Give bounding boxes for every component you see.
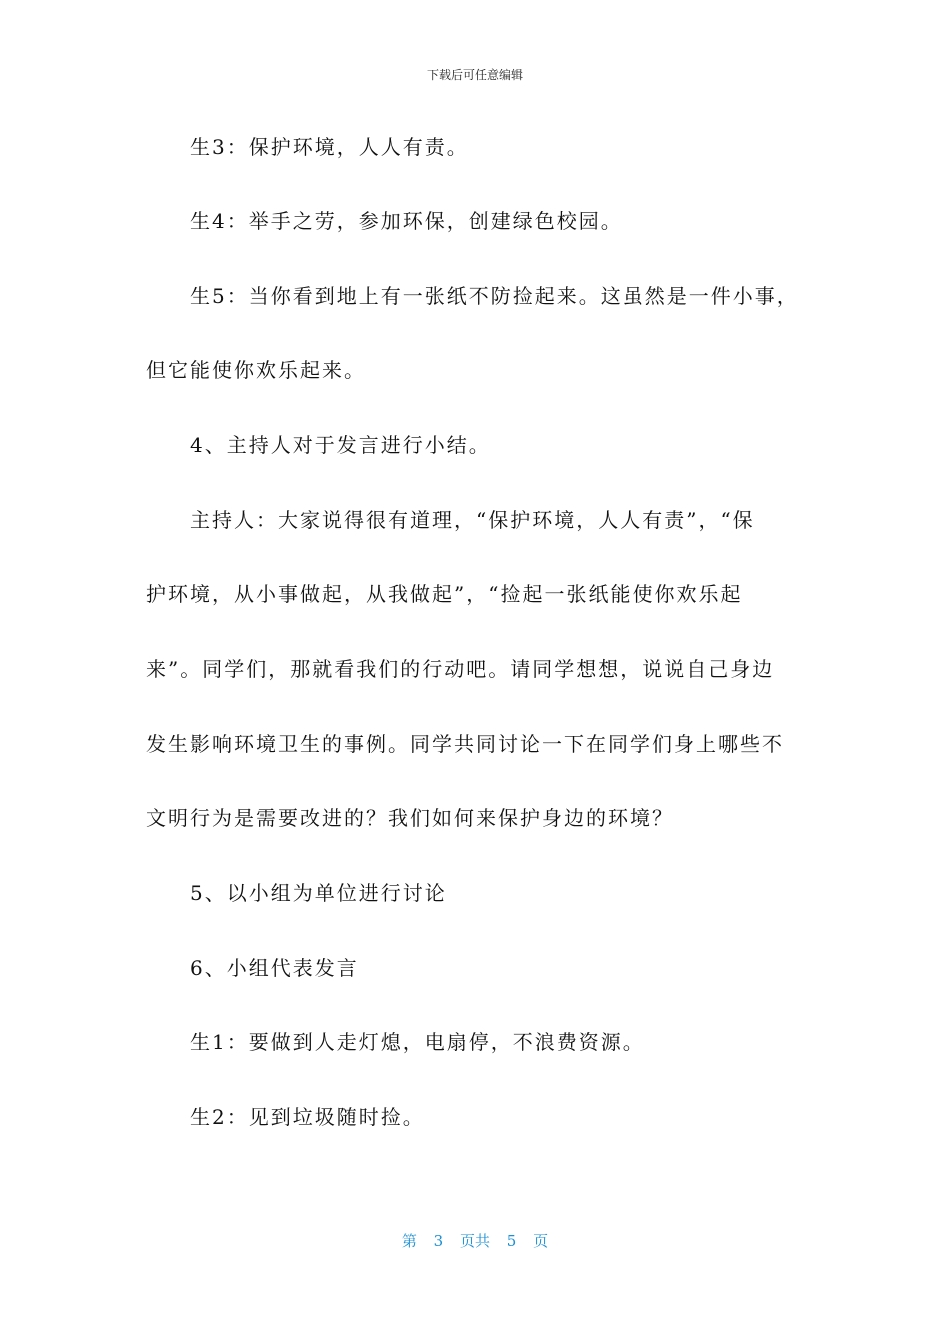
text-line: 6、小组代表发言 — [190, 956, 359, 980]
text-line: 文明行为是需要改进的？我们如何来保护身边的环境？ — [146, 806, 674, 830]
text-line: 但它能使你欢乐起来。 — [146, 358, 366, 382]
text-line: 生1：要做到人走灯熄，电扇停，不浪费资源。 — [190, 1030, 645, 1054]
text-line: 来”。同学们，那就看我们的行动吧。请同学想想，说说自己身边 — [146, 657, 775, 681]
text-line: 4、主持人对于发言进行小结。 — [190, 433, 491, 457]
text-line: 发生影响环境卫生的事例。同学共同讨论一下在同学们身上哪些不 — [146, 732, 784, 756]
text-line: 护环境，从小事做起，从我做起”，“捡起一张纸能使你欢乐起 — [146, 582, 743, 606]
text-line: 5、以小组为单位进行讨论 — [190, 881, 447, 905]
text-line: 生5：当你看到地上有一张纸不防捡起来。这虽然是一件小事， — [190, 284, 799, 308]
text-line: 主持人：大家说得很有道理，“保护环境，人人有责”，“保 — [190, 508, 755, 532]
page-header: 下载后可任意编辑 — [426, 68, 523, 82]
text-line: 生3：保护环境，人人有责。 — [190, 135, 469, 159]
text-line: 生4：举手之劳，参加环保，创建绿色校园。 — [190, 209, 623, 233]
page-footer: 第 3 页共 5 页 — [401, 1232, 549, 1250]
text-line: 生2：见到垃圾随时捡。 — [190, 1105, 425, 1129]
